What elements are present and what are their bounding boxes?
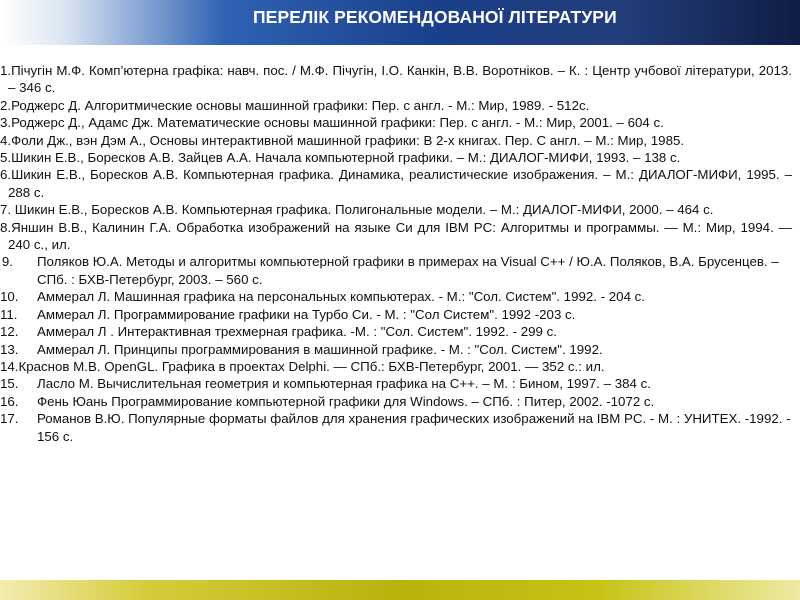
reference-item: [0, 323, 792, 340]
reference-number: 13.: [0, 341, 19, 357]
reference-item: [0, 62, 792, 97]
reference-number: 5.: [0, 150, 12, 166]
reference-text: Яншин В.В., Калинин Г.А. Обработка изображений на языке Си для IBM PC: Алгоритмы и программы. — М.: Мир, 1994. — 240 с., ил.: [8, 219, 792, 253]
reference-text: Фоли Дж., вэн Дэм А., Основы интерактивной машинной графики: В 2-х книгах. Пер. С англ. – М.: Мир, 1985.: [11, 132, 685, 148]
reference-item: [0, 393, 792, 410]
reference-text: Пічугін М.Ф. Комп’ютерна графіка: навч. пос. / М.Ф. Пічугін, І.О. Канкін, В.В. Воротніков. – К. : Центр учбової літератури, 2013. – 346 с.: [8, 63, 792, 96]
reference-text: Краснов М.В. OpenGL. Графика в проектах Delphi. — СПб.: БХВ-Петербург, 2001. — 352 с.: ил.: [18, 358, 605, 374]
reference-text: Ласло М. Вычислительная геометрия и компьютерная графика на С++. – М. : Бином, 1997. – 384 с.: [37, 376, 651, 392]
reference-number: 12.: [0, 324, 19, 340]
reference-item: [0, 132, 792, 149]
reference-number: 16.: [0, 393, 19, 409]
reference-item: [0, 219, 792, 254]
reference-number: 8.: [0, 219, 12, 235]
reference-list: [0, 62, 792, 445]
reference-text: Шикин Е.В., Боресков А.В. Компьютерная графика. Динамика, реалистические изображения. – М.: ДИАЛОГ-МИФИ, 1995. – 288 с.: [8, 167, 792, 200]
reference-number: 14.: [0, 358, 19, 374]
reference-item: [0, 253, 792, 288]
reference-text: Шикин Е.В., Боресков А.В. Зайцев А.А. Начала компьютерной графики. – М.: ДИАЛОГ-МИФИ, 1993. – 138 с.: [11, 150, 681, 166]
reference-item: [0, 166, 792, 201]
reference-item: [0, 114, 792, 131]
reference-number: 7.: [0, 202, 12, 218]
reference-number: 9.: [1, 254, 13, 270]
reference-item: [0, 288, 792, 305]
reference-item: [0, 201, 792, 218]
reference-text: Аммерал Л . Интерактивная трехмерная графика. -М. : "Сол. Систем". 1992. - 299 с.: [37, 324, 557, 340]
reference-number: 2.: [0, 97, 12, 113]
reference-text: Аммерал Л. Принципы программирования в машинной графике. - М. : "Сол. Систем". 1992.: [37, 341, 603, 357]
title-bar: [0, 0, 800, 45]
reference-number: 4.: [0, 132, 12, 148]
reference-item: [0, 410, 792, 445]
reference-item: [0, 149, 792, 166]
reference-text: Роджерс Д. Алгоритмические основы машинной графики: Пер. с англ. - М.: Мир, 1989. - 512с.: [11, 97, 590, 113]
reference-text: Шикин Е.В., Боресков А.В. Компьютерная графика. Полигональные модели. – М.: ДИАЛОГ-МИФИ, 2000. – 464 с.: [11, 202, 714, 218]
reference-text: Роджерс Д., Адамс Дж. Математические основы машинной графики: Пер. с англ. - М.: Мир, 2001. – 604 с.: [11, 115, 664, 131]
reference-number: 10.: [0, 289, 19, 305]
reference-text: Романов В.Ю. Популярные форматы файлов для хранения графических изображений на IBM PC. - М. : УНИТЕХ. -1992. - 156 с.: [37, 411, 791, 444]
footer-bar: [0, 580, 800, 600]
reference-item: [0, 341, 792, 358]
reference-text: Фень Юань Программирование компьютерной графики для Windows. – СПб. : Питер, 2002. -1072 с.: [37, 393, 655, 409]
reference-text: Аммерал Л. Программирование графики на Турбо Си. - М. : "Сол Систем". 1992 -203 с.: [37, 306, 576, 322]
reference-item: [0, 97, 792, 114]
reference-text: Поляков Ю.А. Методы и алгоритмы компьютерной графики в примерах на Visual C++ / Ю.А. Поляков, В.А. Брусенцев. – СПб. : БХВ-Петербург, 2003. – 560 с.: [37, 254, 779, 287]
reference-item: [0, 375, 792, 392]
reference-number: 1.: [0, 63, 12, 78]
reference-item: [0, 358, 792, 375]
reference-number: 15.: [0, 376, 19, 392]
reference-number: 11.: [0, 306, 18, 322]
reference-number: 6.: [0, 167, 12, 183]
reference-item: [0, 306, 792, 323]
reference-number: 3.: [0, 115, 12, 131]
reference-text: Аммерал Л. Машинная графика на персональных компьютерах. - М.: "Сол. Систем". 1992. - 204 с.: [37, 289, 645, 305]
slide-title: ПЕРЕЛІК РЕКОМЕНДОВАНОЇ ЛІТЕРАТУРИ: [253, 7, 617, 27]
reference-number: 17.: [0, 411, 19, 427]
